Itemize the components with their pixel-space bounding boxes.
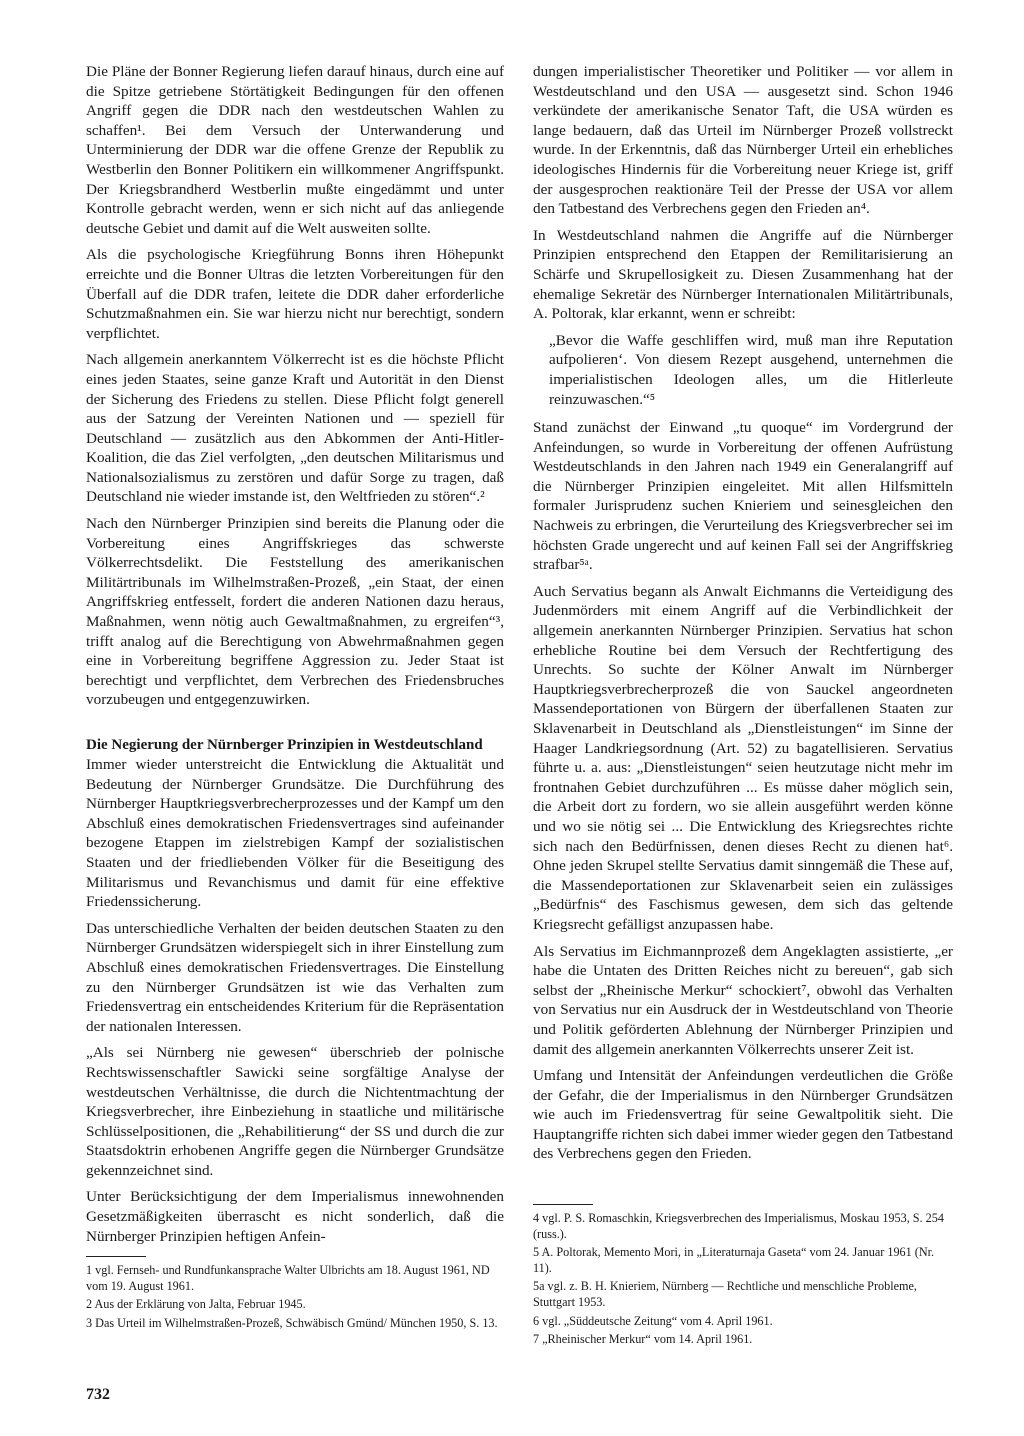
body-paragraph: Als die psychologische Kriegführung Bonns ihren Höhepunkt erreichte und die Bonner Ultras die letzten Vorbereitungen für den Überfall auf die DDR trafen, leitete die DDR daher erforderliche Schutzmaßnahmen ein. Sie war hierzu nicht nur berechtigt, sondern verpflichtet. <box>86 246 504 342</box>
footnotes-left <box>86 1256 506 1334</box>
body-paragraph: Unter Berücksichtigung der dem Imperialismus innewohnenden Gesetzmäßigkeiten überrascht es nicht sonderlich, daß die Nürnberger Prinzipien heftigen Anfein- <box>86 1188 504 1245</box>
body-paragraph: Nach allgemein anerkanntem Völkerrecht ist es die höchste Pflicht eines jeden Staates, seine ganze Kraft und Autorität in den Dienst der Sicherung des Friedens zu stellen. Diese Pflicht folgt generell aus der Satzung der Vereinten Nationen und — speziell für Deutschland — zusätzlich aus den Abkommen der Anti-Hitler-Koalition, die das Ziel verfolgten, „den deutschen Militarismus und Nationalsozialismus zu zerstören und dafür Sorge zu tragen, daß Deutschland nie wieder imstande ist, den Weltfrieden zu stören“.² <box>86 351 504 506</box>
body-paragraph: Umfang und Intensität der Anfeindungen verdeutlichen die Größe der Gefahr, die der Imperialismus in den Nürnberger Grundsätzen wie auch im Friedensvertrag für seine Gewaltpolitik sieht. Die Hauptangriffe richten sich dabei immer wieder gegen den Tatbestand des Verbrechens gegen den Frieden. <box>533 1067 953 1163</box>
footnote: 3 Das Urteil im Wilhelmstraßen-Prozeß, Schwäbisch Gmünd/ München 1950, S. 13. <box>86 1315 498 1330</box>
body-paragraph: In Westdeutschland nahmen die Angriffe auf die Nürnberger Prinzipien entsprechend den Etappen der Remilitarisierung an Schärfe und Skrupellosigkeit zu. Diesen Zusammenhang hat der ehemalige Sekretär des Nürnberger Internationalen Militärtribunals, A. Poltorak, klar erkannt, wenn er schreibt: <box>533 226 953 323</box>
body-paragraph: „Als sei Nürnberg nie gewesen“ überschrieb der polnische Rechtswissenschaftler Sawicki seine sorgfältige Analyse der westdeutschen Verhältnisse, die durch die Nichtentmachtung der Kriegsverbrecher, ihre Einbeziehung in staatliche und militärische Schlüsselpositionen, die „Rehabilitierung“ der SS und durch die zur Staatsdoktrin erhobenen Angriffe gegen die Nürnberger Grundsätze gekennzeichnet sind. <box>86 1044 504 1179</box>
footnote-rule <box>533 1204 593 1205</box>
footnote-rule <box>86 1256 146 1257</box>
footnote: 7 „Rheinischer Merkur“ vom 14. April 1961. <box>533 1332 753 1347</box>
footnote: 5a vgl. z. B. H. Knieriem, Nürnberg — Rechtliche und menschliche Probleme, Stuttgart 1953. <box>533 1279 917 1309</box>
section-heading: Die Negierung der Nürnberger Prinzipien in Westdeutschland <box>86 737 483 753</box>
body-paragraph: Stand zunächst der Einwand „tu quoque“ im Vordergrund der Anfeindungen, so wurde in Vorbereitung der offenen Aufrüstung Westdeutschlands in den Jahren nach 1949 ein Generalangriff auf die Nürnberger Prinzipien eingeleitet. Mit allen Hilfsmitteln formaler Jurisprudenz suchen Knieriem und seinesgleichen den Nachweis zu erbringen, die Verurteilung des Kriegsverbrecher sei im höchsten Grade ungerecht und auf keinen Fall sei der Angriffskrieg strafbar⁵ᵃ. <box>533 419 953 574</box>
footnote: 2 Aus der Erklärung von Jalta, Februar 1945. <box>86 1297 306 1312</box>
footnote: 5 A. Poltorak, Memento Mori, in „Literaturnaja Gaseta“ vom 24. Januar 1961 (Nr. 11). <box>533 1245 935 1275</box>
body-paragraph: dungen imperialistischer Theoretiker und Politiker — vor allem in Westdeutschland und den USA — ausgesetzt sind. Schon 1946 verkündete der amerikanische Senator Taft, die USA würden es lange bedauern, daß das Urteil im Nürnberger Prozeß vollstreckt wurde. In der Erkenntnis, daß das Nürnberger Urteil ein erhebliches ideologisches Hindernis für die Vorbereitung neuer Kriege ist, griff der ausgesprochen reaktionäre Teil der Presse der USA vor allem den Tatbestand des Verbrechens gegen den Frieden an⁴. <box>533 63 953 218</box>
block-quote: „Bevor die Waffe geschliffen wird, muß man ihre Reputation aufpolieren‘. Von diesem Rezept ausgehend, unternehmen die imperialistischen Ideologen alles, um die Hitlerleute reinzuwaschen.“⁵ <box>549 331 953 408</box>
right-column <box>533 62 953 1171</box>
footnote: 6 vgl. „Süddeutsche Zeitung“ vom 4. April 1961. <box>533 1313 773 1328</box>
body-paragraph: Als Servatius im Eichmannprozeß dem Angeklagten assistierte, „er habe die Untaten des Dritten Reiches nicht zu bereuen“, gab sich selbst der „Rheinische Merkur“ schockiert⁷, obwohl das Verhalten von Servatius nur ein Ausdruck der in Westdeutschland von Theorie und Politik geförderten Ablehnung der Nürnberger Prinzipien und damit des allgemein anerkannten Völkerrechts unserer Zeit ist. <box>533 942 953 1058</box>
page-number: 732 <box>86 1386 110 1403</box>
body-paragraph: Nach den Nürnberger Prinzipien sind bereits die Planung oder die Vorbereitung eines Angriffskrieges das schwerste Völkerrechtsdelikt. Die Feststellung des amerikanischen Militärtribunals im Wilhelmstraßen-Prozeß, „ein Staat, der einen Angriffskrieg entfesselt, fordert die anderen Nationen dazu heraus, Maßnahmen, wenn nötig auch Gewaltmaßnahmen, zu ergreifen“³, trifft analog auf die Berechtigung von Abwehrmaßnahmen gegen eine in Vorbereitung begriffene Aggression zu. Jeder Staat ist berechtigt und verpflichtet, dem Verbrechen des Friedensbruches vorzubeugen und entgegenzuwirken. <box>86 515 504 709</box>
body-paragraph: Die Pläne der Bonner Regierung liefen darauf hinaus, durch eine auf die Spitze getriebene Störtätigkeit Bedingungen für den offenen Angriff gegen die DDR nach den westdeutschen Wahlen zu schaffen¹. Bei dem Versuch der Unterwanderung und Unterminierung der DDR war die offene Grenze der Republik zu Westberlin den Bonner Politikern ein willkommener Angriffspunkt. Der Kriegsbrandherd Westberlin mußte eingedämmt und unter Kontrolle gebracht werden, wenn er sich nicht auf das anliegende deutsche Gebiet und damit auf die Welt ausweiten sollte. <box>86 63 504 237</box>
left-column <box>86 62 504 1253</box>
body-paragraph: Das unterschiedliche Verhalten der beiden deutschen Staaten zu den Nürnberger Grundsätzen widerspiegelt sich in ihrer Einstellung zum Abschluß eines demokratischen Friedensvertrages. Die Einstellung zu den Nürnberger Grundsätzen ist wie das Verhalten zum Friedensvertrag ein entscheidendes Kriterium für die Repräsentation der nationalen Interessen. <box>86 919 504 1035</box>
footnotes-right <box>533 1204 953 1351</box>
body-paragraph: Immer wieder unterstreicht die Entwicklung die Aktualität und Bedeutung der Nürnberger Grundsätze. Die Durchführung des Nürnberger Hauptkriegsverbrecherprozesses und der Kampf um den Abschluß eines demokratischen Friedensvertrages sind aufeinander bezogene Etappen im zielstrebigen Kampf der sozialistischen Staaten und der friedliebenden Völker für die Beseitigung des Militarismus und Revanchismus und damit für eine effektive Friedenssicherung. <box>86 756 504 911</box>
footnote: 4 vgl. P. S. Romaschkin, Kriegsverbrechen des Imperialismus, Moskau 1953, S. 254 (russ.). <box>533 1211 944 1241</box>
footnote: 1 vgl. Fernseh- und Rundfunkansprache Walter Ulbrichts am 18. August 1961, ND vom 19. August 1961. <box>86 1263 490 1293</box>
body-paragraph: Auch Servatius begann als Anwalt Eichmanns die Verteidigung des Judenmörders mit einem Angriff auf die Verbindlichkeit der allgemein anerkannten Nürnberger Prinzipien. Servatius hat schon erhebliche Routine bei dem Versuch der Rechtfertigung des Unrechts. So suchte der Kölner Anwalt im Nürnberger Hauptkriegsverbrecherprozeß die von Sauckel angeordneten Massendeportationen von Bürgern der überfallenen Staaten zur Sklavenarbeit in Deutschland als „Dienstleistungen“ im Sinne der Haager Landkriegsordnung (Art. 52) zu bagatellisieren. Servatius führte u. a. aus: „Dienstleistungen“ seien heutzutage nicht mehr im frontnahen Gebiet durchzuführen ... Es müsse daher möglich sein, die Arbeit dort zu fordern, wo sie allein ausgeführt werden könne und wo sie nötig sei ... Die Entwicklung des Kriegsrechtes richte sich nach den Bedürfnissen, denen dieses Recht zu dienen hat⁶. Ohne jeden Skrupel stellte Servatius damit sinngemäß die These auf, die Massendeportationen zur Sklavenarbeit seien ein zulässiges „Bedürfnis“ des Faschismus gewesen, dem sich das geltende Kriegsrecht gefälligst anzupassen habe. <box>533 582 953 933</box>
